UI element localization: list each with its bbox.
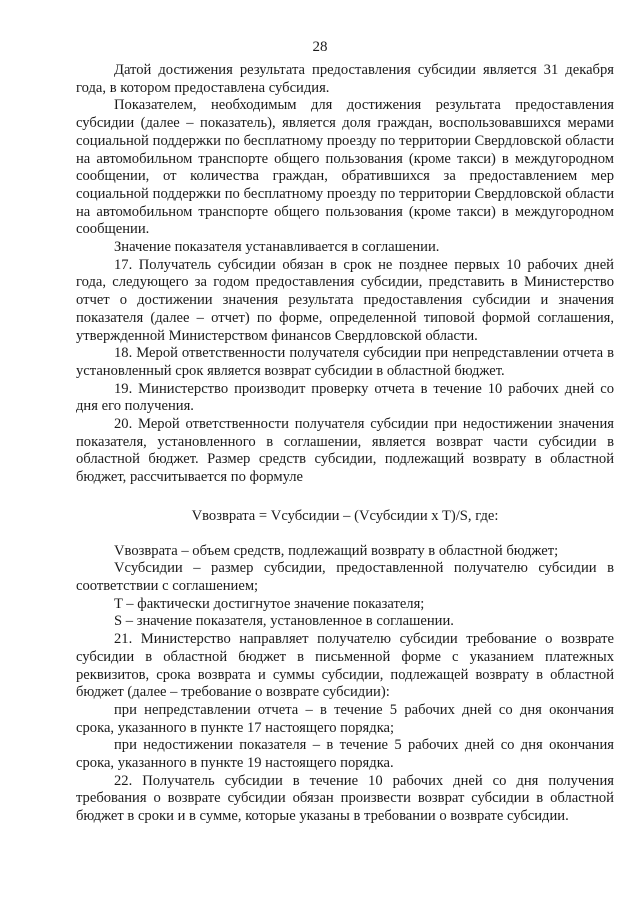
paragraph-18: 18. Мерой ответственности получателя субсидии при непредставлении отчета в установленный срок является возврат субсидии в областной бюджет. bbox=[76, 345, 614, 379]
paragraph-22: 22. Получатель субсидии в течение 10 рабочих дней со дня получения требования о возврате субсидии обязан произвести возврат субсидии в областной бюджет в сроки и в сумме, которые указаны в требовании о возврате субсидии. bbox=[76, 772, 614, 825]
page-number: 28 bbox=[312, 39, 328, 55]
paragraph-indicator-value: Значение показателя устанавливается в соглашении. bbox=[114, 239, 440, 256]
definition-v-refund: Vвозврата – объем средств, подлежащий возврату в областной бюджет; bbox=[114, 542, 559, 559]
paragraph-19: 19. Министерство производит проверку отчета в течение 10 рабочих дней со дня его получения. bbox=[76, 380, 614, 415]
paragraph-21-case-report: при непредставлении отчета – в течение 5 рабочих дней со дня окончания срока, указанного в пункте 17 настоящего порядка; bbox=[76, 701, 614, 736]
paragraph-21-case-indicator: при недостижении показателя – в течение 5 рабочих дней со дня окончания срока, указанного в пункте 19 настоящего порядка. bbox=[76, 737, 614, 772]
paragraph-20: 20. Мерой ответственности получателя субсидии при недостижении значения показателя, установленного в соглашении, является возврат части субсидии в областной бюджет. Размер средств субсидии, подлежащий возврату в областной бюджет, рассчитывается по формуле bbox=[76, 416, 614, 486]
document-body bbox=[76, 62, 614, 826]
paragraph-result-date: Датой достижения результата предоставления субсидии является 31 декабря года, в котором предоставлена субсидия. bbox=[76, 62, 614, 96]
paragraph-17: 17. Получатель субсидии обязан в срок не позднее первых 10 рабочих дней года, следующего за годом предоставления субсидии, представить в Министерство отчет о достижении значения результата предоставления субсидии и значения показателя (далее – отчет) по форме, определенной типовой формой соглашения, утвержденной Министерством финансов Свердловской области. bbox=[76, 256, 614, 344]
paragraph-indicator-definition: Показателем, необходимым для достижения результата предоставления субсидии (далее – показатель), является доля граждан, воспользовавшихся мерами социальной поддержки по бесплатному проезду по территории Свердловской области на автомобильном транспорте общего пользования (кроме такси) в междугородном сообщении, от количества граждан, обратившихся за предоставлением мер социальной поддержки по бесплатному проезду по территории Свердловской области на автомобильном транспорте общего пользования (кроме такси) в междугородном сообщении. bbox=[76, 97, 614, 238]
definition-s: S – значение показателя, установленное в соглашении. bbox=[114, 613, 454, 630]
paragraph-21: 21. Министерство направляет получателю субсидии требование о возврате субсидии в областной бюджет в письменной форме с указанием платежных реквизитов, срока возврата и суммы субсидии, подлежащей возврату в областной бюджет (далее – требование о возврате субсидии): bbox=[76, 631, 614, 701]
definition-v-subsidy: Vсубсидии – размер субсидии, предоставленной получателю субсидии в соответствии с соглашением; bbox=[76, 560, 614, 594]
refund-formula: Vвозврата = Vсубсидии – (Vсубсидии x T)/S, где: bbox=[191, 507, 499, 524]
definition-t: T – фактически достигнутое значение показателя; bbox=[114, 595, 425, 612]
